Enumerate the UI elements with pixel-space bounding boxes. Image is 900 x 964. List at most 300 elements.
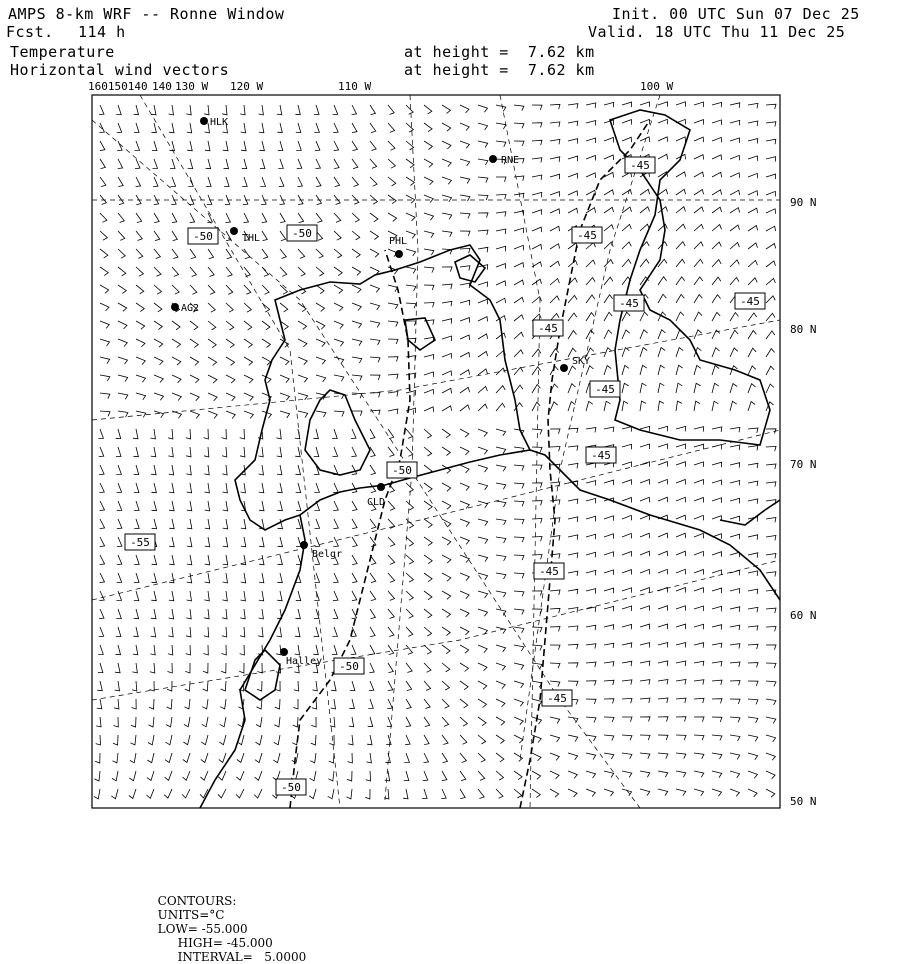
wind-barb [169,519,174,529]
wind-barb [169,537,174,547]
wind-barb [550,296,559,303]
wind-barb [460,213,470,219]
wind-barb [99,465,104,475]
wind-barb [352,465,357,475]
wind-barb [640,119,650,124]
wind-barb [478,141,488,148]
wind-barb [99,483,104,493]
wind-barb [315,141,320,151]
wind-barb [460,248,470,253]
wind-barb [149,717,155,727]
wind-barb [586,208,596,213]
wind-barb [406,231,415,238]
wind-barb [640,533,650,538]
wind-barb [514,663,524,670]
wind-barb [190,285,197,294]
wind-barb [640,102,650,107]
lon-label-110w: 110 W [338,80,372,93]
wind-barb [442,388,452,393]
wind-barb [442,319,452,324]
wind-barb [424,483,432,492]
wind-barb [730,427,740,432]
wind-barb [278,537,283,547]
wind-barb [406,249,416,256]
wind-barb [712,735,722,741]
wind-barb [514,385,523,393]
wind-barb [496,753,504,762]
wind-barb [275,699,280,709]
wind-barb [168,447,173,457]
wind-barb [748,331,756,340]
wind-barb [640,569,650,574]
wind-barb [172,285,179,294]
wind-barb [154,249,160,259]
wind-barb [442,406,452,411]
wind-barb [676,789,686,796]
station-marker [171,303,179,311]
lat-label-layer [790,196,817,808]
wind-barb [406,267,416,273]
wind-barb [694,753,704,759]
meridian-diag-4 [140,95,343,808]
wind-barb [460,105,469,113]
wind-barb [568,517,578,522]
wind-barb [96,735,101,745]
wind-barb [640,643,650,648]
wind-barb [280,267,287,276]
wind-barb [296,465,301,475]
wind-barb [640,401,646,411]
wind-barb [586,121,596,126]
wind-barb [404,753,409,763]
wind-barb [172,213,177,223]
lon-label-layer [88,80,673,93]
wind-barb [136,393,146,400]
wind-barb [100,501,105,511]
wind-barb [152,141,157,151]
wind-barb [676,259,685,267]
wind-barb [203,681,208,691]
wind-barb [442,573,451,581]
wind-barb [550,663,560,668]
wind-barb [766,296,775,303]
wind-barb [694,312,702,321]
wind-barb [640,330,648,339]
wind-barb [622,515,632,520]
wind-barb [586,662,596,667]
wind-barb [154,411,164,418]
legend-contours: CONTOURS: [157,894,237,908]
wind-barb [694,207,704,213]
wind-barb [604,534,614,539]
wind-barb [496,403,505,411]
wind-barb [314,105,319,115]
wind-barb [368,699,373,709]
wind-barb [424,249,434,255]
island-3 [455,255,485,282]
wind-barb [370,249,379,257]
wind-barb [730,570,740,575]
wind-barb [730,225,740,231]
wind-barb [586,498,596,503]
wind-barb [694,172,704,177]
wind-barb [136,285,144,294]
wind-barb [184,699,190,709]
meridian-110w [385,95,418,800]
wind-barb [150,663,155,673]
wind-barb [244,357,253,365]
wind-barb [586,313,595,321]
wind-barb [370,591,376,601]
wind-barb [442,537,451,545]
wind-barb [658,348,665,358]
wind-barb [151,465,156,475]
wind-barb [352,177,358,187]
wind-barb [352,591,357,601]
field-wind-label: Horizontal wind vectors [10,61,230,79]
wind-barb [334,141,339,151]
wind-barb [349,699,354,709]
lon-label-120w: 120 W [230,80,264,93]
wind-barb [676,643,686,648]
wind-barb [712,462,722,467]
wind-barb [116,465,121,475]
wind-barb [133,627,138,637]
wind-barb [694,717,704,722]
wind-barb [586,278,595,286]
wind-barb [622,137,632,142]
wind-barb [186,627,191,637]
wind-barb [658,479,668,484]
wind-barb [568,331,577,339]
wind-barb [712,625,722,630]
wind-barb [622,606,632,611]
wind-barb [352,303,361,311]
wind-barb [352,105,357,115]
wind-barb [190,393,199,401]
wind-barb [586,570,596,575]
station-label: HLK [210,117,229,128]
wind-barb [766,735,776,742]
wind-barb [748,366,756,375]
wind-barb [712,190,722,195]
wind-barb [442,699,449,708]
wind-barb [96,717,101,727]
wind-barb [226,375,235,383]
wind-barb [226,285,233,294]
forecast-label: Fcst. [6,23,54,41]
wind-barb [293,717,298,727]
wind-barb [424,735,429,745]
wind-barb [424,195,433,203]
wind-barb [334,339,344,346]
wind-barb [730,384,737,394]
wind-barb [676,426,686,431]
wind-barb [112,771,118,781]
contour-label: -50 [392,464,412,477]
wind-barb [151,483,156,493]
wind-barb [442,267,452,272]
wind-barb [314,123,319,133]
wind-barb [586,771,596,778]
wind-barb [496,386,505,393]
wind-barb [748,139,758,144]
wind-barb [334,213,341,222]
wind-barb [200,771,208,780]
wind-barb [586,173,596,178]
wind-barb [658,771,668,777]
wind-barb [568,402,575,412]
wind-barb [133,429,138,439]
wind-barb [404,771,409,781]
wind-barb [460,335,470,340]
wind-barb [712,260,721,267]
wind-barb [136,303,144,312]
wind-barb [514,519,524,524]
wind-barb [496,591,506,597]
wind-barb [316,339,325,347]
wind-barb [730,481,740,486]
wind-barb [222,627,227,637]
wind-barb [352,573,357,583]
wind-barb [460,645,469,653]
wind-barb [496,519,506,525]
wind-barb [532,771,541,779]
wind-barb [311,717,316,727]
wind-barb [315,537,320,547]
wind-barb [277,483,282,493]
wind-barb [424,355,434,360]
wind-barb [297,159,302,169]
wind-barb [730,348,738,357]
wind-barb [532,465,542,470]
wind-barb [132,699,137,709]
wind-barb [239,663,244,673]
wind-barb [496,368,505,375]
wind-barb [187,591,192,601]
wind-barb [676,401,682,411]
wind-barb [280,213,285,223]
wind-barb [748,226,758,232]
wind-barb [259,141,264,151]
wind-barb [441,789,446,799]
wind-barb [348,735,353,745]
wind-barb [171,177,176,187]
wind-barb [295,447,300,457]
wind-barb [280,285,287,294]
wind-barb [280,231,286,241]
wind-barb [164,789,172,798]
wind-barb [730,173,740,178]
wind-barb [604,789,614,796]
wind-barb [388,357,398,362]
wind-barb [478,717,486,726]
wind-barb [550,536,560,541]
wind-barb [568,208,578,213]
wind-barb [118,303,127,311]
wind-barb [604,225,614,231]
wind-barb [622,383,629,393]
wind-barb [406,213,415,221]
wind-barb [186,465,191,475]
wind-barb [676,294,684,303]
wind-barb [334,267,342,276]
wind-barb [694,242,703,249]
wind-barb [334,303,343,311]
wind-barb [240,429,245,439]
wind-barb [277,105,282,115]
wind-barb [222,105,227,115]
wind-barb [550,261,560,267]
wind-barb [369,663,374,673]
wind-barb [118,159,123,169]
wind-barb [478,123,488,130]
wind-barb [262,303,270,312]
wind-barb [478,609,488,616]
wind-barb [550,771,559,779]
field-temperature-label: Temperature [10,43,115,61]
wind-barb [222,465,227,475]
wind-barb [478,699,487,708]
wind-barb [712,242,721,249]
wind-barb [676,312,684,321]
wind-barb [478,105,488,112]
wind-barb [130,753,136,763]
wind-barb [550,104,560,109]
wind-barb [370,410,380,415]
wind-barb [136,231,142,241]
wind-barb [496,123,506,129]
wind-barb [406,537,414,546]
wind-barb [370,519,376,529]
wind-barb [676,480,686,485]
wind-barb [730,681,740,686]
wind-barb [658,717,668,722]
wind-barb [640,462,650,467]
wind-barb [478,591,488,598]
wind-barb [208,339,216,348]
wind-barb [604,138,614,143]
wind-barb [367,735,372,745]
wind-barb [766,554,776,559]
wind-barb [442,501,451,509]
wind-barb [694,444,704,449]
wind-barb [168,429,173,439]
wind-barb [568,789,577,797]
wind-barb [405,735,410,745]
wind-barb [766,331,775,339]
wind-barb [187,123,192,133]
wind-barb [748,771,757,778]
wind-barb [442,627,450,636]
wind-barb [712,552,722,557]
wind-barb [333,123,338,133]
wind-barb [622,401,628,411]
wind-barb [136,339,145,347]
wind-barb [712,312,720,321]
wind-barb [730,589,740,594]
wind-barb [100,249,108,258]
wind-barb [190,267,196,277]
contour-label: -45 [591,449,611,462]
wind-barb [640,444,650,449]
wind-barb [694,365,701,375]
wind-barb [712,445,722,450]
wind-barb [205,141,210,151]
wind-barb [424,753,429,763]
wind-barb [550,139,560,144]
lon-label-100w: 100 W [640,80,674,93]
station-marker [489,155,497,163]
wind-barb [712,480,722,485]
wind-barb [99,591,104,601]
wind-barb [730,155,740,160]
meridian-diag-3 [92,430,780,600]
wind-barb [622,462,632,467]
wind-barb [334,375,344,381]
wind-barb [604,295,613,303]
wind-barb [442,105,451,113]
wind-barb [550,209,560,214]
wind-barb [460,283,470,288]
wind-barb [478,159,488,165]
wind-barb [352,267,361,275]
wind-barb [586,516,596,521]
wind-barb [532,429,542,434]
wind-barb [388,159,395,168]
wind-barb [244,393,253,401]
wind-barb [640,735,650,740]
wind-barb [730,208,740,213]
wind-barb [694,789,704,796]
wind-barb [334,411,344,417]
wind-barb [604,552,614,557]
wind-barb [204,429,209,439]
wind-barb [352,231,360,240]
wind-barb [206,177,211,187]
wind-barb [388,645,394,655]
wind-barb [226,249,232,259]
wind-barb [748,156,758,161]
wind-barb [190,213,195,223]
wind-barb [514,141,524,146]
wind-barb [334,177,340,187]
contour-label: -45 [630,159,650,172]
wind-barb [766,536,776,541]
wind-barb [748,589,758,594]
wind-barb [99,609,104,619]
wind-barb [640,789,650,796]
wind-barb [514,245,524,250]
wind-barb [514,350,523,357]
wind-barb [117,483,122,493]
wind-barb [366,753,371,763]
wind-barb [766,191,776,196]
wind-barb [190,321,198,330]
wind-barb [514,699,523,706]
wind-barb [442,555,451,563]
wind-barb [460,370,470,375]
wind-barb [568,553,578,558]
wind-barb [147,753,154,763]
wind-barb [280,375,289,383]
wind-barb [658,680,668,685]
wind-barb [604,662,614,667]
wind-barb [221,663,226,673]
wind-barb [100,393,110,399]
wind-barb [334,231,341,240]
wind-barb [333,573,338,583]
